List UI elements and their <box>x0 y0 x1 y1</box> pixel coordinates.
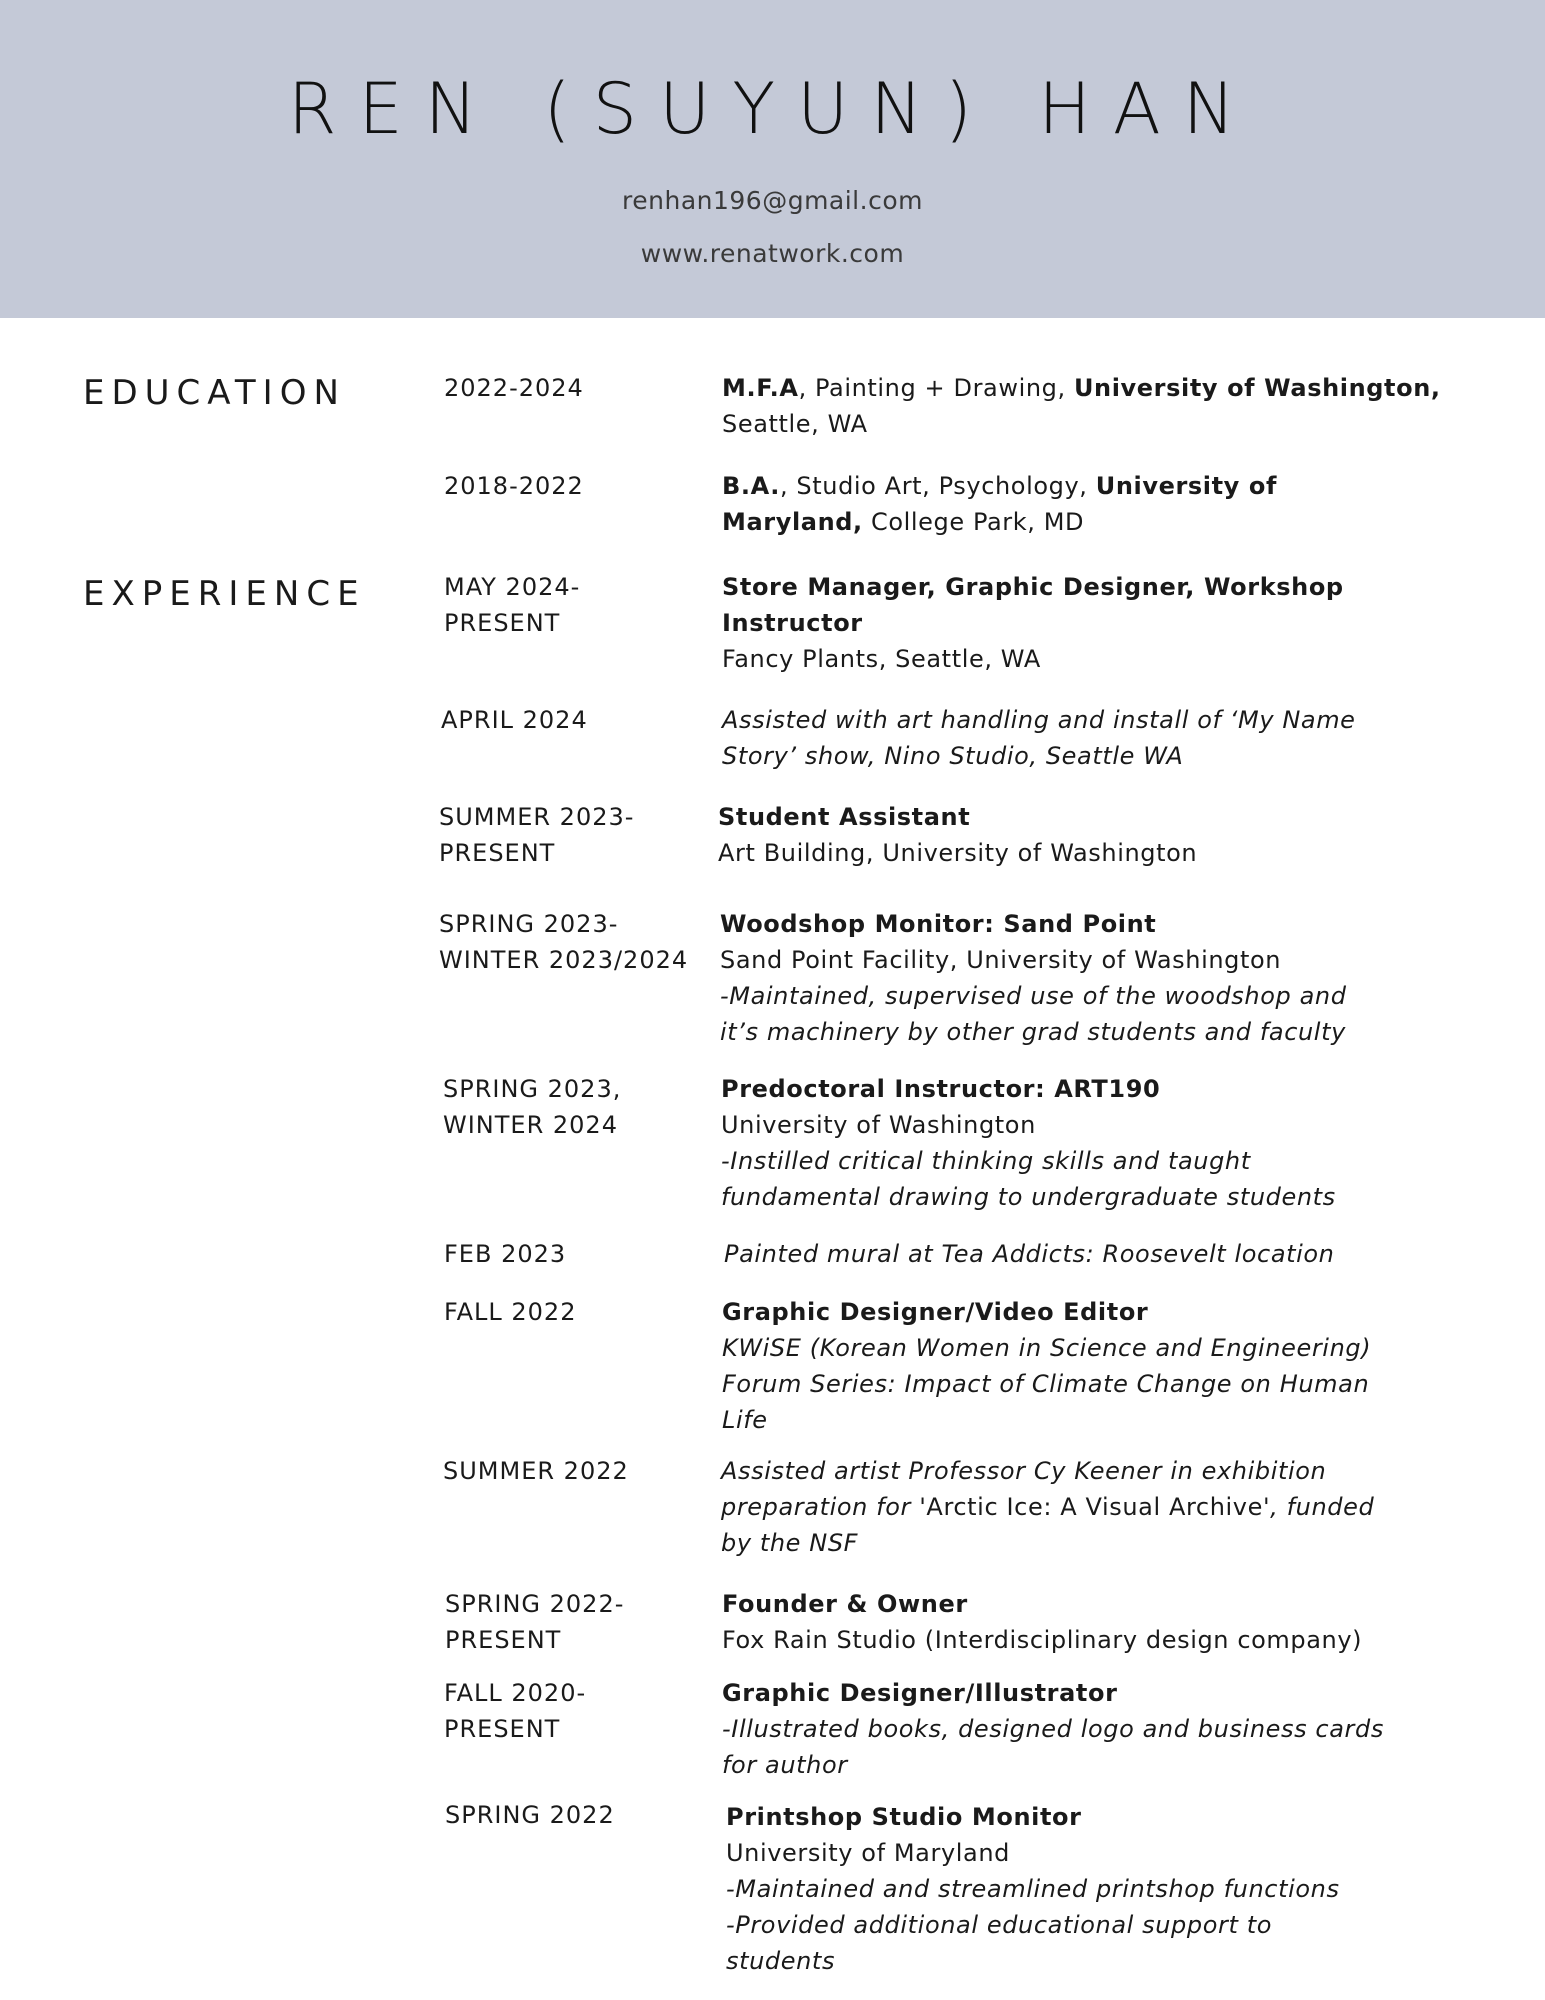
experience-date: MAY 2024- PRESENT <box>444 573 581 637</box>
experience-heading: EXPERIENCE <box>83 574 366 614</box>
experience-entry <box>721 1453 1411 1561</box>
experience-date: FALL 2020- PRESENT <box>444 1679 587 1743</box>
description: KWiSE (Korean Women in Science and Engineering) Forum Series: Impact of Climate Change on Human Life <box>722 1334 1372 1434</box>
job-title: Founder & Owner <box>722 1590 968 1618</box>
organization: Fancy Plants, Seattle, WA <box>722 645 1041 673</box>
job-title: Woodshop Monitor: Sand Point <box>720 910 1157 938</box>
experience-entry <box>720 906 1380 1050</box>
experience-date: FEB 2023 <box>444 1240 567 1268</box>
experience-entry <box>718 799 1418 871</box>
description: -Illustrated books, designed logo and business cards for author <box>722 1715 1384 1779</box>
organization: Art Building, University of Washington <box>718 839 1198 867</box>
job-title: Graphic Designer/Video Editor <box>722 1298 1149 1326</box>
experience-entry <box>722 1294 1402 1438</box>
description: -Maintained, supervised use of the woodshop and it’s machinery by other grad students and faculty <box>720 982 1347 1046</box>
experience-date: FALL 2022 <box>444 1298 577 1326</box>
experience-entry <box>726 1799 1376 1979</box>
field: , Painting + Drawing, <box>798 374 1074 402</box>
organization: University of Maryland <box>726 1839 1010 1867</box>
experience-entry <box>722 1586 1422 1658</box>
job-title: Store Manager, Graphic Designer, Workshop Instructor <box>722 573 1344 637</box>
description: -Instilled critical thinking skills and taught fundamental drawing to undergraduate students <box>721 1147 1336 1211</box>
experience-date: APRIL 2024 <box>441 706 588 734</box>
website-link[interactable]: www.renatwork.com <box>640 239 905 268</box>
location: Seattle, WA <box>722 410 868 438</box>
education-date: 2022-2024 <box>444 374 584 402</box>
organization: University of Washington <box>721 1111 1036 1139</box>
experience-date: SPRING 2022 <box>445 1801 615 1829</box>
header-banner <box>0 0 1545 318</box>
resume-name: REN (SUYUN) HAN <box>287 68 1258 150</box>
experience-entry <box>721 1071 1361 1215</box>
description: Assisted with art handling and install of ‘My Name Story’ show, Nino Studio, Seattle WA <box>722 706 1356 770</box>
organization: Fox Rain Studio (Interdisciplinary design company) <box>722 1626 1363 1654</box>
school: University of Washington, <box>1073 374 1441 402</box>
experience-entry <box>722 1675 1422 1783</box>
description: Painted mural at Tea Addicts: Roosevelt location <box>724 1240 1335 1268</box>
organization: Sand Point Facility, University of Washington <box>720 946 1282 974</box>
experience-date: SPRING 2022- PRESENT <box>445 1590 625 1654</box>
description: -Maintained and streamlined printshop functions <box>726 1875 1340 1903</box>
experience-entry <box>722 702 1382 774</box>
job-title: Printshop Studio Monitor <box>726 1803 1082 1831</box>
school: University of Maryland, <box>722 472 1278 536</box>
email-link[interactable]: renhan196@gmail.com <box>622 186 923 215</box>
field: , Studio Art, Psychology, <box>779 472 1096 500</box>
description: Assisted artist Professor Cy Keener in exhibition preparation for ' <box>721 1457 1327 1521</box>
degree: B.A. <box>722 472 780 500</box>
education-heading: EDUCATION <box>83 373 346 413</box>
experience-entry <box>724 1236 1444 1272</box>
education-entry <box>722 468 1282 540</box>
education-date: 2018-2022 <box>444 472 584 500</box>
experience-date: SUMMER 2022 <box>443 1457 629 1485</box>
exhibition-title: Arctic Ice: A Visual Archive <box>926 1493 1263 1521</box>
job-title: Student Assistant <box>718 803 971 831</box>
degree: M.F.A <box>722 374 799 402</box>
job-title: Graphic Designer/Illustrator <box>722 1679 1118 1707</box>
job-title: Predoctoral Instructor: ART190 <box>721 1075 1161 1103</box>
location: College Park, MD <box>862 508 1085 536</box>
description: ', funded by the NSF <box>721 1493 1375 1557</box>
experience-date: SPRING 2023, WINTER 2024 <box>443 1075 622 1139</box>
experience-date: SUMMER 2023- PRESENT <box>439 803 635 867</box>
description: -Provided additional educational support to students <box>726 1911 1272 1975</box>
experience-date: SPRING 2023- WINTER 2023/2024 <box>439 910 689 974</box>
experience-entry <box>722 569 1362 677</box>
education-entry <box>722 370 1442 442</box>
